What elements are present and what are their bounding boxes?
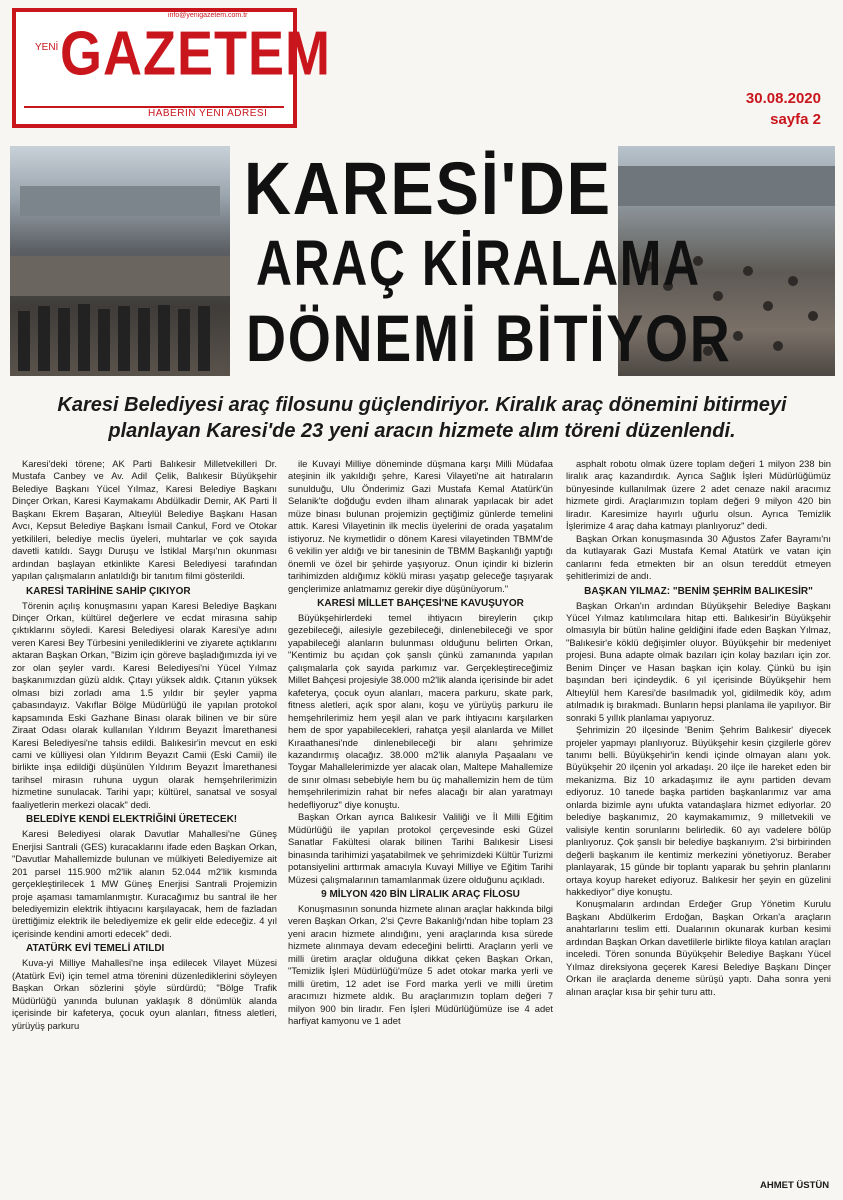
paragraph: Konuşmasının sonunda hizmete alınan araçlar hakkında bilgi veren Başkan Orkan, 2'si Çevre Bakanlığı'ndan hibe toplam 23 yeni aracın hizmete alındığını, yeni araçlarında kısa sürede hizmete alınmaya devam edeceğini belirtti. Araçların yerli ve milli üretim araçlar olduğuna dikkat çeken Başkan Orkan, "Temizlik İşleri Müdürlüğü'müze 5 adet otokar marka yerli ve milli üretim, 12 adet ise Ford marka yerli ve milli üretim aracımızı hizmete aldık. Bu araçlarımızın toplam değeri 7 milyon 900 bin liradır. Fen İşleri Müdürlüğümüze ise 4 adet harfiyat kamyonu ve 1 adet	[288, 902, 553, 1027]
paragraph: Kuva-yi Milliye Mahallesi'ne inşa edilecek Vilayet Müzesi (Atatürk Evi) için temel atma törenini düzenlediklerini söyleyen Başkan Orkan sözlerini şöyle sürdürdü; "Bölge Trafik Müdürlüğü yanında bulunan yaklaşık 8 dönümlük alanda içerisinde bir kafeterya, çocuk oyun alanları, fitness aletleri, yürüyüş parkuru	[12, 957, 277, 1031]
author-signature: AHMET ÜSTÜN	[760, 1180, 830, 1191]
paragraph: Başkan Orkan ayrıca Balıkesir Valiliği ve İl Milli Eğitim Müdürlüğü ile yapılan protokol çerçevesinde eski Güzel Sanatlar Fakültesi olarak bilinen Tarihi Balıkesir Lisesi binasında tarihimizi yaşatabilmek ve şehrimizdeki Kültür Turizmi potansiyelini arttırmak amacıyla Kuvayi Milliye ve Eğitim Tarihi Müzesi çalışmalarının tamamlanmak üzere olduğunu açıkladı.	[288, 811, 553, 885]
ceremony-photo-left-art	[10, 146, 230, 376]
headline-line-3: DÖNEMİ BİTİYOR	[246, 301, 732, 375]
article-column-3	[566, 458, 831, 998]
article-column-1	[12, 458, 277, 1032]
masthead-prefix: YENİ	[35, 42, 59, 53]
paragraph: Karesi Belediyesi olarak Davutlar Mahallesi'ne Güneş Enerjisi Santrali (GES) kuracaklarını ifade eden Başkan Orkan, "Davutlar Mahallemizde bulunan ve mülkiyeti Belediyemize ait 201 parsel 115.900 m2'lik alanın 52.044 m2'lik kısmında gerçekleştirilecek 1 MW Güneş Enerjisi Santrali Projemizin proje aşaması tamamlanmıştır. Kuracağımız bu santral ile her belediyemizin elektrik ihtiyacını karşılayacak, hem de fazladan ürettiğimiz elektrik ile belediyemize ek gelir elde edeceğiz. 4 yıl içerisinde kendini amorti edecek" dedi.	[12, 828, 277, 939]
section-heading: BELEDİYE KENDİ ELEKTRİĞİNİ ÜRETECEK!	[26, 814, 238, 826]
section-heading: BAŞKAN YILMAZ: "BENİM ŞEHRİM BALIKESİR"	[584, 585, 813, 597]
masthead-email: info@yenigazetem.com.tr	[168, 12, 248, 19]
section-heading: ATATÜRK EVİ TEMELİ ATILDI	[26, 943, 165, 955]
paragraph: Başkan Orkan'ın ardından Büyükşehir Belediye Başkanı Yücel Yılmaz katılımcılara hitap etti. Balıkesir'in Büyükşehir olmasıyla bir bütün haline geldiğini ifade eden Başkan Yılmaz, "Balıkesir'e köklü değişimler oluyor. Büyükşehir bir medeniyet projesi. Buna adapte olmak bazıları için kolay bazıları için zor. Benim Dinçer ve Hasan başkan için kolay. Çünkü bu işin başından beri içindeydik. 6 yıl içerisinde Büyükşehir hem Altıeylül hem Karesi'de basılmadık yol, gidilmedik köy, adım atılmadık iş bırakmadı. Bunların hepsi planlama ile yapılıyor. Bir sonraki 5 yıllık planlamaı yapıyoruz.	[566, 599, 831, 723]
paragraph: ile Kuvayi Milliye döneminde düşmana karşı Milli Müdafaa ateşinin ilk yakıldığı şehre, Karesi Vilayeti'ne ait hatıraların sunulduğu, Ulu Önderimiz Gazi Mustafa Kemal Atatürk'ün Selanik'te doğduğu evden ilham alınarak yapılacak bir adet müze binası bulunan projemizin geçtiğimiz günlerde temelini attık. Karesi Vilayetinin ilk meclis üyelerini de orada yaşatalım istiyoruz. Ne kıymetlidir o dönem Karesi vilayetinden TBMM'de 6 vekilin yer aldığı ve bir tanesinin de TBMM Başkanlığı yaptığı önemli ve özel bir şehirde yaşıyoruz. Onun içindir ki bizlerin tarihimizden aldığımız köklü mirası yaşatıp geleceğe taşıyarak gençlerimize anlatmamız gerekir diye düşünüyorum."	[288, 458, 553, 594]
paragraph: Başkan Orkan konuşmasında 30 Ağustos Zafer Bayramı'nı da kutlayarak Gazi Mustafa Kemal Atatürk ve vatan için canlarını feda etmekten bir an olsun tereddüt etmeyen şehitlerimizi de andı.	[566, 532, 831, 582]
paragraph: Şehrimizin 20 ilçesinde 'Benim Şehrim Balıkesir' diyecek projeler yapmayı planlıyoruz. Büyükşehir kesin çizgilerle görev tanımı belli. Büyükşehir'in kendi içinde olmayan alanı yok. Büyükşehir 20 ilçenin yol arkadaşı. 20 ilçe ile hareket eden bir mekanizma. Biz 10 arkadaşımız ile aynı partiden devam ediyoruz. 10 tanede başka partiden başkanlarımız var ama onlarda bizimle aynı ufukta vatandaşlara hizmet ediyorlar. 20 belediye başkanımız, 20 kaymakamımız, 9 milletvekili ve valisiyle kentin sorunlarını belirledik. 60 ayı vadelere bölüp planlıyoruz. Çok şanslı bir belediye başkanıyım. 2'si birbirinden değerli başkanım ile kentimiz merkezini yönetiyoruz. Beraber planlayarak, 15 günde bir toplantı yaparak bu şehrin planlarını ortaya koyup hareket ediyoruz. Balıkesir her şeyin en güzelini hakkediyor" diye konuştu.	[566, 724, 831, 897]
paragraph: Büyükşehirlerdeki temel ihtiyacın bireylerin çıkıp gezebileceği, ailesiyle gezebileceği, dinlenebileceği ve spor yapabileceği alanların bulunması olduğunu belirten Orkan, "Kentimiz bu açıdan çok şanslı çünkü zamanında yapılan çalışmalarla çok sayıda parkımız var. Gerçekleştireceğimiz Millet Bahçesi projesiyle 38.000 m2'lik alanda içerisinde bir adet kafeterya, çocuk oyun alanları, macera parkuru, skate park, fitness aletleri, açık spor alanı, koşu ve yürüyüş parkuru ile hemşehrilerimiz hem yeşil alan ve park ihtiyacını karşılarken hem de spor yapabilecekleri, rahatça yeşil alanlarda ve Millet Kıraathanesi'nde dinlenebileceği bir alanı şehrimize kazandırmış olacağız. 38.000 m2'lik alanıyla Paşaalanı ve Toygar Mahallelerimizde yer alacak olan, Maltepe Mahallemize de sınır olması sebebiyle hem bu üç mahallemizin hem de tüm hemşehrilerimizin rahat bir nefes alacağı bir alan yaratmayı hedefliyoruz" diye konuştu.	[288, 611, 553, 810]
section-heading: 9 MİLYON 420 BİN LİRALIK ARAÇ FİLOSU	[321, 888, 520, 900]
paragraph: Karesi'deki törene; AK Parti Balıkesir Milletvekilleri Dr. Mustafa Canbey ve Av. Adil Çelik, Balıkesir Büyükşehir Belediye Başkanı Yücel Yılmaz, Karesi Belediye Başkanı Dinçer Orkan, Karesi Kaymakamı Abdülkadir Demir, AK Parti İl Başkanı Ekrem Başaran, Altıeylül Belediye Başkanı Hasan Avcı, Kepsut Belediye Başkanı İsmail Cankul, Ford ve Otokar yetkilileri, belediye meclis üyeleri, muhtarlar ve çok sayıda davetli katıldı. Saygı Duruşu ve İstiklal Marşı'nın okunması ardından başlayan etkinlikte Karesi Belediyesi tarafından yapılan çalışmaların anlatıldığı bir tanıtım filmi gösterildi.	[12, 458, 277, 582]
section-heading: KARESİ MİLLET BAHÇESİ'NE KAVUŞUYOR	[317, 597, 524, 609]
issue-page: sayfa 2	[770, 111, 821, 128]
masthead-tagline: HABERİN YENİ ADRESİ	[148, 108, 268, 119]
headline-line-1: KARESİ'DE	[244, 147, 612, 230]
issue-date: 30.08.2020	[745, 90, 821, 107]
section-heading: KARESİ TARİHİNE SAHİP ÇIKIYOR	[26, 585, 191, 597]
paragraph: Törenin açılış konuşmasını yapan Karesi Belediye Başkanı Dinçer Orkan, kültürel değerlere ve ecdat mirasına sahip çıktıklarını söyledi. Karesi Belediyesi olarak Karesi'ye adını veren Karesi Bey Türbesini yenilediklerini ve ziyarete açtıklarını aktaran Başkan Orkan, "Bizim için göreve başladığımızda iyi ve zor olan şeyler vardı. Karesi Belediyesi'ni Yücel Yılmaz başkanımızdan güzü aldık. Çıtayı yüksek aldık. Çıtanın yüksek olması bizi zorladı ama 1.5 yıldır bir şeyler yapma çabasındayız. Vakıflar Bölge Müdürlüğü ile yapılan protokol kapsamında Eski Gazhane Binası olarak bilinen ve bir süre Ziraat Odası olarak kullanılan Yıldırım Beyazıt İmarethanesi Karesi Belediyesi'ne tahsis edildi. Balıkesir'in mevcut en eski cami ve külliyesi olan Yıldırım Beyazıt Camii (Eski Camii) ile birlikte inşa edildiği düşünülen Yıldırım Beyazıt İmarethanesi tarihsel mirasın ruhuna uygun olarak hemşehrilerimizin hizmetine sunulacak. Tarihi yapı; kültürel, sanatsal ve sosyal faaliyetlerin merkezi olacak" dedi.	[12, 599, 277, 810]
newspaper-logo: GAZETEM	[60, 19, 331, 89]
paragraph: Konuşmaların ardından Erdeğer Grup Yönetim Kurulu Başkanı Abdülkerim Erdoğan, Başkan Orkan'a araçların anahtarlarını teslim etti. Dualarının okunarak kurban kesimi ardından Başkan Orkan davetlilerle birlikte filoya katılan araçları inceledi. Tören sonunda Büyükşehir Belediye Başkanı Yücel Yılmaz direksiyona geçerek Karesi Belediye Başkanı Dinçer Orkan ile araçlarda deneme sürüşü yaptı. Daha sonra yeni alınan araçlar kısa bir şehir turu attı.	[566, 898, 831, 997]
paragraph: asphalt robotu olmak üzere toplam değeri 1 milyon 238 bin liralık araç kazandırdık. Ayrıca Sağlık İşleri Müdürlüğümüz bünyesinde kullanılmak üzere 2 adet cenaze nakil aracımız hizmete girdi. Araçlarımızın toplam değeri 9 milyon 420 bin liradır. Karesimize hayırlı uğurlu olsun. Ayrıca Temizlik İşlerimize 4 araç daha katmayı planlıyoruz" dedi.	[566, 458, 831, 532]
ceremony-photo-left	[10, 146, 230, 376]
headline-line-2: ARAÇ KİRALAMA	[256, 227, 701, 299]
article-column-2	[288, 458, 553, 1027]
subheadline: Karesi Belediyesi araç filosunu güçlendiriyor. Kiralık araç dönemini bitirmeyi planlayan Karesi'de 23 yeni aracın hizmete alım töreni düzenlendi.	[57, 394, 787, 442]
